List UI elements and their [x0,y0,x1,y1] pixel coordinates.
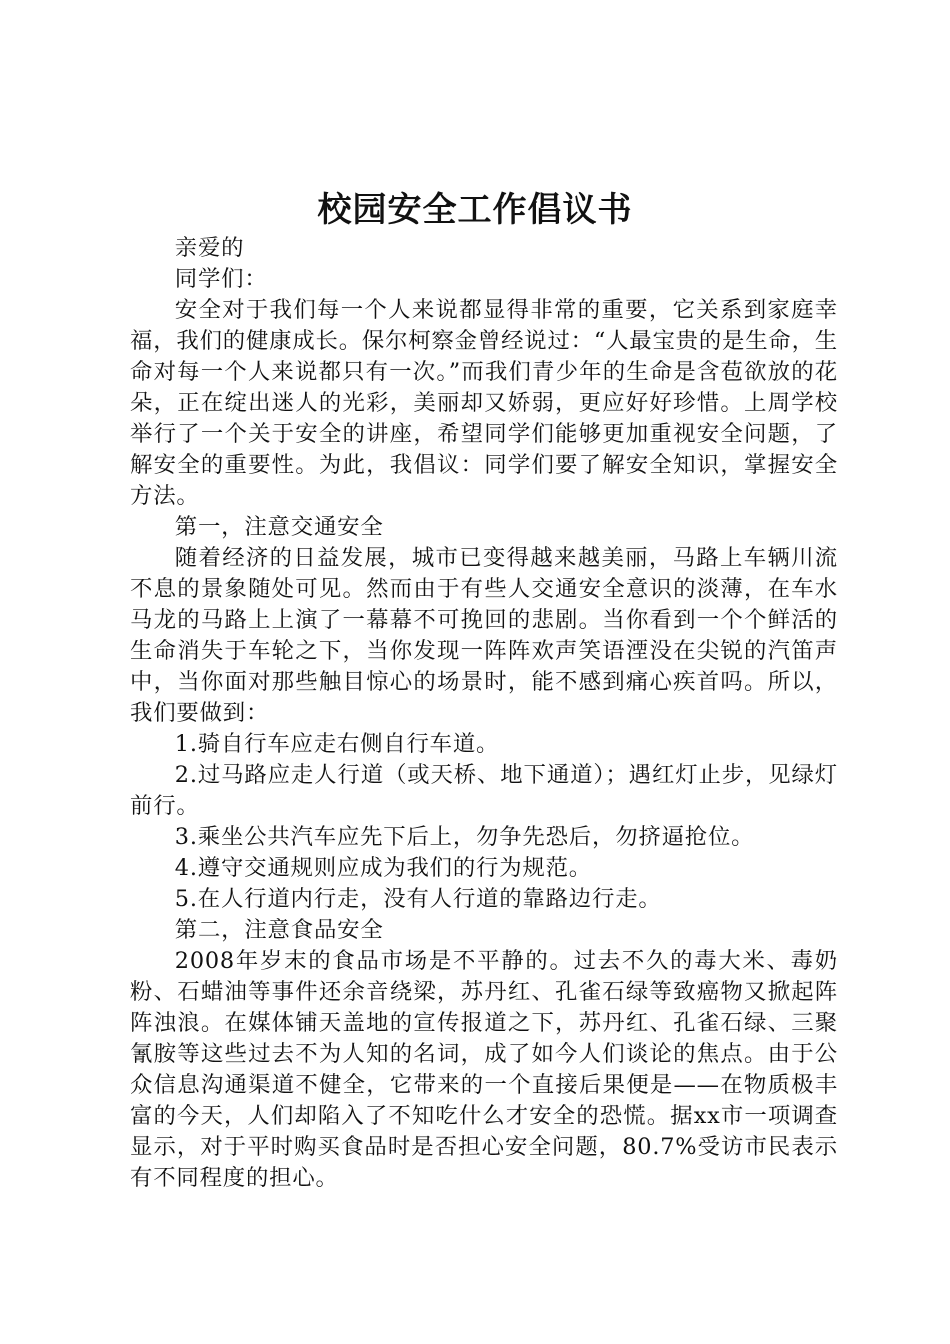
section-heading-traffic: 第一，注意交通安全 [174,514,384,540]
traffic-rule-2: 2.过马路应走人行道（或天桥、地下通道）；遇红灯止步，见绿灯前行。 [130,762,838,819]
traffic-rule-5: 5.在人行道内行走，没有人行道的靠路边行走。 [174,886,662,912]
food-paragraph: 2008年岁末的食品市场是不平静的。过去不久的毒大米、毒奶粉、石蜡油等事件还余音绕梁，苏丹红、孔雀石绿等致癌物又掀起阵阵浊浪。在媒体铺天盖地的宣传报道之下，苏丹红、孔雀石绿、三聚氰胺等这些过去不为人知的名词，成了如今人们谈论的焦点。由于公众信息沟通渠道不健全，它带来的一个直接后果便是——在物质极丰富的今天，人们却陷入了不知吃什么才安全的恐慌。据xx市一项调查显示，对于平时购买食品时是否担心安全问题，80.7%受访市民表示有不同程度的担心。 [130,948,838,1191]
traffic-rule-4: 4.遵守交通规则应成为我们的行为规范。 [174,855,592,881]
document-body [130,233,838,1194]
salutation-line-2: 同学们： [174,266,268,292]
section-heading-food: 第二，注意食品安全 [174,917,384,943]
salutation-line-1: 亲爱的 [174,235,245,261]
traffic-paragraph: 随着经济的日益发展，城市已变得越来越美丽，马路上车辆川流不息的景象随处可见。然而由于有些人交通安全意识的淡薄，在车水马龙的马路上上演了一幕幕不可挽回的悲剧。当你看到一个个鲜活的生命消失于车轮之下，当你发现一阵阵欢声笑语湮没在尖锐的汽笛声中，当你面对那些触目惊心的场景时，能不感到痛心疾首吗。所以，我们要做到： [130,545,838,726]
intro-paragraph: 安全对于我们每一个人来说都显得非常的重要，它关系到家庭幸福，我们的健康成长。保尔柯察金曾经说过：“人最宝贵的是生命，生命对每一个人来说都只有一次。”而我们青少年的生命是含苞欲放的花朵，正在绽出迷人的光彩，美丽却又娇弱，更应好好珍惜。上周学校举行了一个关于安全的讲座，希望同学们能够更加重视安全问题，了解安全的重要性。为此，我倡议：同学们要了解安全知识，掌握安全方法。 [130,297,838,509]
traffic-rule-1: 1.骑自行车应走右侧自行车道。 [174,731,500,757]
document-title: 校园安全工作倡议书 [317,190,633,230]
traffic-rule-3: 3.乘坐公共汽车应先下后上，勿争先恐后，勿挤逼抢位。 [174,824,755,850]
